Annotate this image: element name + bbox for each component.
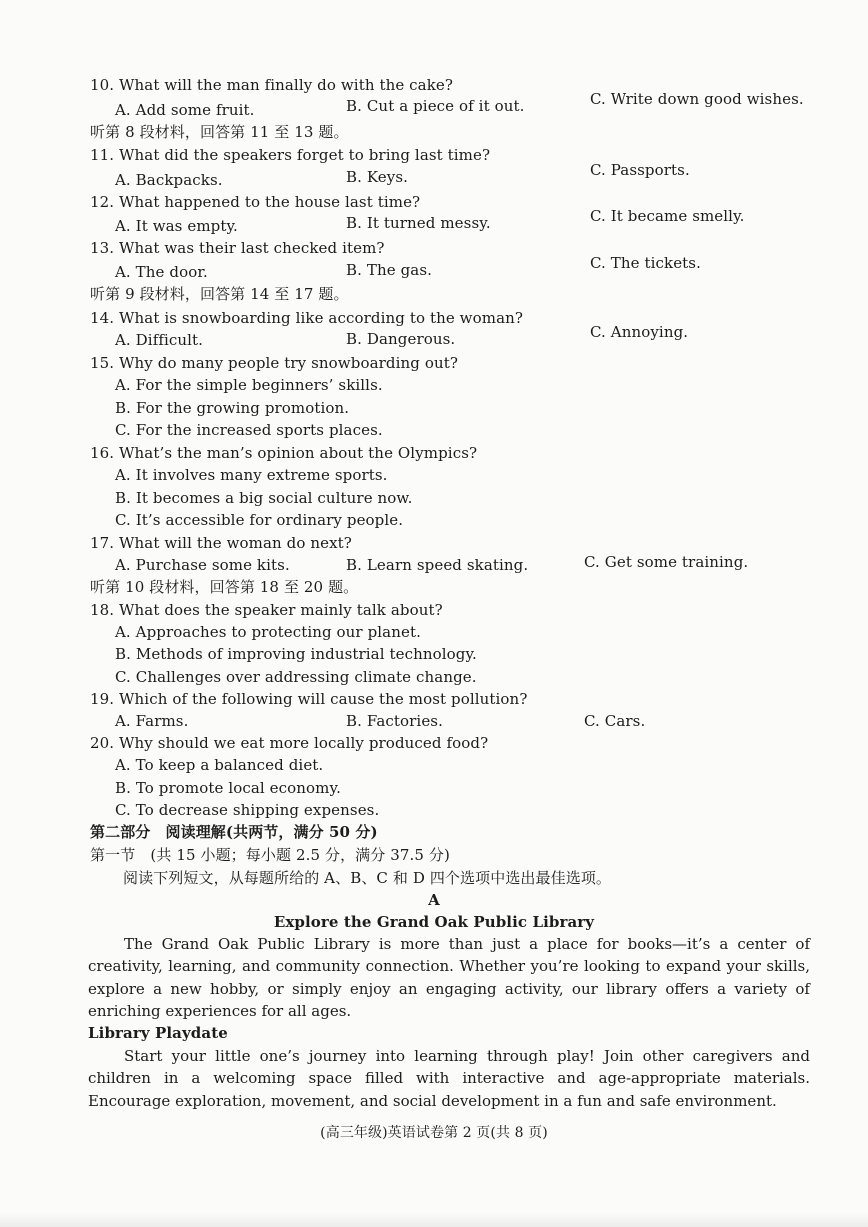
question-18-option-c: C. Challenges over addressing climate change. — [115, 668, 477, 686]
question-14-option-a: A. Difficult. — [115, 331, 204, 349]
page-footer: (高三年级)英语试卷第 2 页(共 8 页) — [320, 1125, 548, 1141]
question-14-stem: 14. What is snowboarding like according to the woman? — [90, 309, 524, 327]
question-19-option-b: B. Factories. — [346, 712, 443, 730]
question-12-option-a: A. It was empty. — [115, 217, 238, 235]
question-15-stem: 15. Why do many people try snowboarding out? — [90, 354, 458, 372]
question-17-option-a: A. Purchase some kits. — [115, 556, 290, 574]
question-18-option-b: B. Methods of improving industrial technology. — [115, 645, 477, 663]
question-10-option-b: B. Cut a piece of it out. — [346, 97, 525, 115]
section-10-instruction: 听第 10 段材料，回答第 18 至 20 题。 — [90, 578, 359, 596]
question-16-option-c: C. It’s accessible for ordinary people. — [115, 511, 404, 529]
question-17-stem: 17. What will the woman do next? — [90, 534, 352, 552]
question-13-option-a: A. The door. — [115, 263, 208, 281]
question-10-option-c: C. Write down good wishes. — [590, 90, 804, 108]
question-12-stem: 12. What happened to the house last time? — [90, 193, 421, 211]
question-11-option-b: B. Keys. — [346, 168, 408, 186]
section-8-instruction: 听第 8 段材料，回答第 11 至 13 题。 — [90, 123, 349, 141]
question-15-option-a: A. For the simple beginners’ skills. — [115, 376, 383, 394]
question-20-option-a: A. To keep a balanced diet. — [115, 756, 324, 774]
passage-subheading: Library Playdate — [88, 1024, 228, 1042]
question-19-option-c: C. Cars. — [584, 712, 646, 730]
passage-intro: The Grand Oak Public Library is more than just a place for books—it’s a center of creativity, learning, and community connection. Whether you’re looking to expand your skills, explore a new hobby, or simply enjoy an engaging activity, our library offers a variety of enriching experiences for all ages. — [88, 935, 810, 1020]
question-14-option-c: C. Annoying. — [590, 323, 689, 341]
question-11-option-c: C. Passports. — [590, 161, 690, 179]
question-17-option-b: B. Learn speed skating. — [346, 556, 529, 574]
question-11-option-a: A. Backpacks. — [115, 171, 223, 189]
part-2-section-1: 第一节 (共 15 小题；每小题 2.5 分，满分 37.5 分) — [90, 846, 450, 864]
question-20-option-c: C. To decrease shipping expenses. — [115, 801, 380, 819]
question-13-option-c: C. The tickets. — [590, 254, 701, 272]
section-9-instruction: 听第 9 段材料，回答第 14 至 17 题。 — [90, 285, 349, 303]
question-18-option-a: A. Approaches to protecting our planet. — [115, 623, 421, 641]
part-2-heading: 第二部分 阅读理解(共两节，满分 50 分) — [90, 823, 378, 841]
question-16-stem: 16. What’s the man’s opinion about the Olympics? — [90, 444, 478, 462]
question-13-stem: 13. What was their last checked item? — [90, 239, 385, 257]
question-14-option-b: B. Dangerous. — [346, 330, 456, 348]
question-10-stem: 10. What will the man finally do with the cake? — [90, 76, 454, 94]
question-17-option-c: C. Get some training. — [584, 553, 749, 571]
question-16-option-a: A. It involves many extreme sports. — [115, 466, 388, 484]
question-15-option-c: C. For the increased sports places. — [115, 421, 383, 439]
question-11-stem: 11. What did the speakers forget to bring last time? — [90, 146, 491, 164]
question-12-option-b: B. It turned messy. — [346, 214, 491, 232]
question-20-stem: 20. Why should we eat more locally produced food? — [90, 734, 489, 752]
passage-body: Start your little one’s journey into learning through play! Join other caregivers and children in a welcoming space filled with interactive and age-appropriate materials. Encourage exploration, movement, and social development in a fun and safe environment. — [88, 1047, 810, 1110]
question-20-option-b: B. To promote local economy. — [115, 779, 341, 797]
passage-title: Explore the Grand Oak Public Library — [273, 913, 595, 931]
passage-letter: A — [428, 891, 440, 909]
part-2-instruction: 阅读下列短文，从每题所给的 A、B、C 和 D 四个选项中选出最佳选项。 — [123, 869, 612, 887]
scan-shadow — [0, 1213, 868, 1227]
question-12-option-c: C. It became smelly. — [590, 207, 745, 225]
question-18-stem: 18. What does the speaker mainly talk about? — [90, 601, 443, 619]
question-16-option-b: B. It becomes a big social culture now. — [115, 489, 413, 507]
question-19-stem: 19. Which of the following will cause the most pollution? — [90, 690, 528, 708]
question-10-option-a: A. Add some fruit. — [115, 101, 255, 119]
question-15-option-b: B. For the growing promotion. — [115, 399, 350, 417]
question-13-option-b: B. The gas. — [346, 261, 432, 279]
question-19-option-a: A. Farms. — [115, 712, 189, 730]
